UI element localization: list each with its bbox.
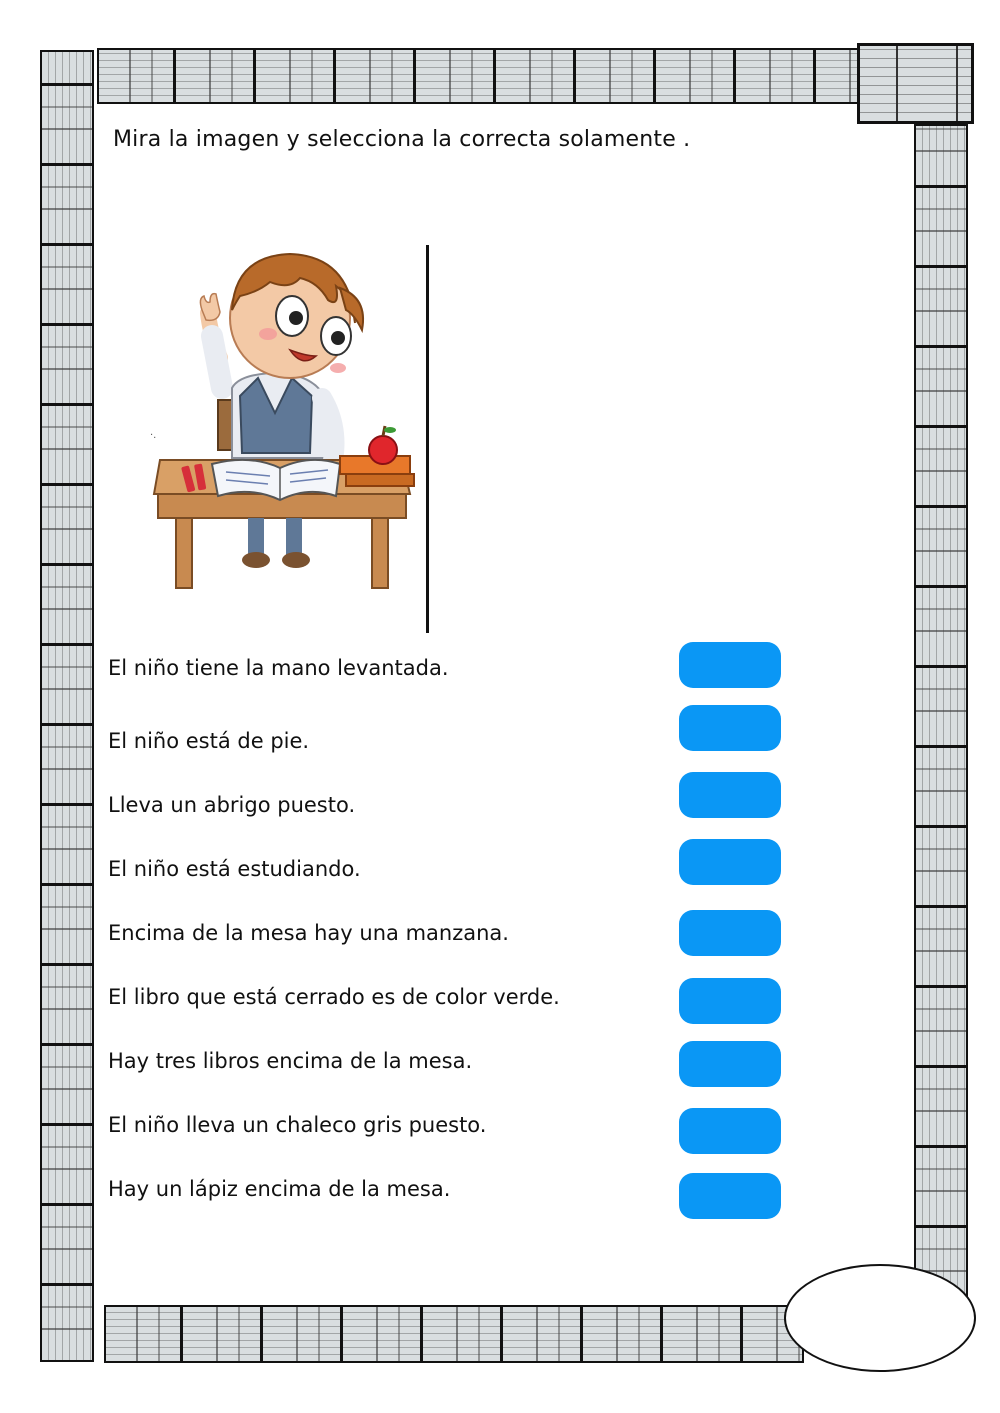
- top-border: [97, 48, 859, 104]
- statement-5: Encima de la mesa hay una manzana.: [108, 921, 509, 945]
- answer-button-3[interactable]: [679, 772, 781, 818]
- statement-2: El niño está de pie.: [108, 729, 310, 753]
- image-divider-line: [426, 245, 429, 633]
- bottom-border: [104, 1305, 804, 1363]
- instruction-text: Mira la imagen y selecciona la correcta solamente .: [113, 127, 691, 152]
- statement-7: Hay tres libros encima de la mesa.: [108, 1049, 473, 1073]
- statement-1: El niño tiene la mano levantada.: [108, 656, 449, 680]
- statement-9: Hay un lápiz encima de la mesa.: [108, 1177, 451, 1201]
- right-border: [914, 124, 968, 1304]
- statement-6: El libro que está cerrado es de color verde.: [108, 985, 560, 1009]
- statement-3: Lleva un abrigo puesto.: [108, 793, 356, 817]
- answer-button-4[interactable]: [679, 839, 781, 885]
- answer-button-7[interactable]: [679, 1041, 781, 1087]
- answer-button-9[interactable]: [679, 1173, 781, 1219]
- statement-4: El niño está estudiando.: [108, 857, 361, 881]
- svg-text:·.: ·.: [150, 430, 157, 441]
- answer-button-5[interactable]: [679, 910, 781, 956]
- statement-8: El niño lleva un chaleco gris puesto.: [108, 1113, 487, 1137]
- answer-button-8[interactable]: [679, 1108, 781, 1154]
- answer-button-6[interactable]: [679, 978, 781, 1024]
- left-border: [40, 50, 94, 1362]
- boy-at-desk-illustration: [140, 238, 430, 633]
- answer-button-1[interactable]: [679, 642, 781, 688]
- answer-button-2[interactable]: [679, 705, 781, 751]
- score-oval: [784, 1264, 976, 1372]
- top-right-corner-block: [857, 43, 974, 124]
